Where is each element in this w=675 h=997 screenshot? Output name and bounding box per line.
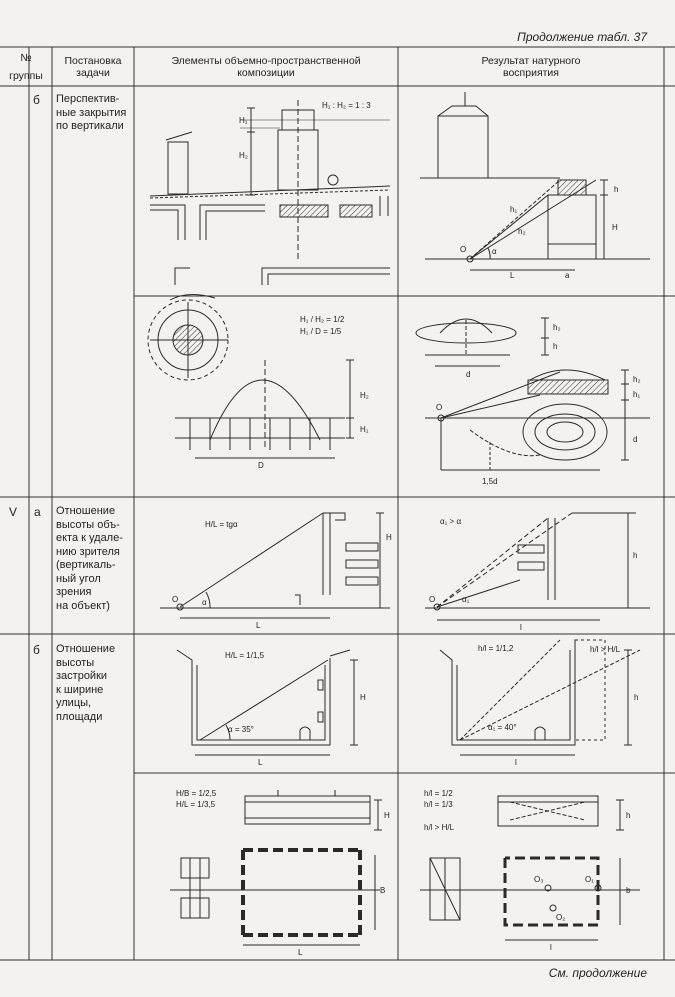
label: O₁ bbox=[585, 875, 594, 884]
label: h₂ bbox=[518, 227, 526, 236]
task-line: по вертикали bbox=[56, 120, 124, 132]
task-line: застройки bbox=[56, 670, 108, 682]
label: L bbox=[258, 758, 263, 767]
continuation-caption: Продолжение табл. 37 bbox=[517, 30, 647, 44]
label: H₁ / H₂ = 1/2 bbox=[300, 315, 345, 324]
label: O₂ bbox=[556, 913, 566, 922]
label: H₂ bbox=[360, 391, 369, 400]
label: O bbox=[429, 595, 436, 604]
header-result-line: Результат натурного bbox=[481, 55, 581, 67]
label: H bbox=[360, 693, 366, 702]
row-sub-letter: а bbox=[34, 505, 41, 519]
drawing-street-result bbox=[440, 640, 640, 755]
label: l bbox=[520, 623, 522, 632]
label: H/L = 1/1,5 bbox=[225, 651, 265, 660]
drawing-square-plan bbox=[170, 790, 382, 945]
task-line: ные закрытия bbox=[56, 106, 127, 119]
label: H₂ bbox=[239, 151, 248, 160]
label: D bbox=[258, 461, 264, 470]
label: L bbox=[256, 621, 261, 630]
label: h₂ bbox=[553, 323, 561, 332]
label: h/l > H/L bbox=[424, 823, 455, 832]
drawing-dome-result bbox=[416, 318, 650, 470]
label: h/l = 1/1,2 bbox=[478, 644, 514, 653]
task-line: высоты объ- bbox=[56, 518, 120, 531]
task-line: Отношение bbox=[56, 505, 116, 517]
label: h/l = 1/2 bbox=[424, 789, 453, 798]
label: d bbox=[466, 370, 471, 379]
label: l bbox=[515, 758, 517, 767]
row-sub-letter: б bbox=[33, 93, 40, 107]
drawing-perspective-closure-elevation bbox=[150, 100, 390, 285]
label: O bbox=[460, 245, 467, 254]
task-line: Отношение bbox=[56, 643, 116, 655]
header-task-line: задачи bbox=[76, 67, 110, 79]
task-line: екта к удале- bbox=[56, 532, 123, 544]
row-group-number: V bbox=[9, 505, 18, 519]
header-result-line: восприятия bbox=[503, 67, 559, 79]
label: L bbox=[510, 271, 515, 280]
label: b bbox=[626, 886, 631, 895]
header-elements-line: Элементы объемно-пространственной bbox=[171, 55, 361, 67]
label: 1,5d bbox=[482, 477, 498, 486]
task-line: улицы, bbox=[56, 697, 92, 709]
drawing-angle-result bbox=[425, 513, 650, 620]
label: h₂ bbox=[633, 375, 641, 384]
task-line: на объект) bbox=[56, 599, 110, 612]
label: H bbox=[386, 533, 392, 542]
label: H/L = 1/3,5 bbox=[176, 800, 216, 809]
label: h/l = 1/3 bbox=[424, 800, 453, 809]
label: h₁ bbox=[633, 390, 641, 399]
task-line: Перспектив- bbox=[56, 93, 120, 105]
label: H/L = tgα bbox=[205, 520, 238, 529]
task-line: площади bbox=[56, 710, 103, 723]
label: H₁ bbox=[360, 425, 369, 434]
drawing-perspective-closure-result bbox=[420, 92, 650, 270]
label: h₁ bbox=[510, 205, 518, 214]
label: H bbox=[384, 811, 390, 820]
label: l bbox=[550, 943, 552, 952]
label: O bbox=[436, 403, 443, 412]
task-line: (вертикаль- bbox=[56, 559, 116, 571]
label: H/B = 1/2,5 bbox=[176, 789, 217, 798]
drawing-angle-elevation bbox=[160, 513, 390, 618]
label: a bbox=[565, 271, 570, 280]
label: h bbox=[553, 342, 558, 351]
task-line: ный угол bbox=[56, 572, 101, 585]
header-elements-line: композиции bbox=[237, 67, 295, 79]
label: h bbox=[634, 693, 639, 702]
label: h bbox=[633, 551, 638, 560]
label: B bbox=[380, 886, 386, 895]
drawing-street-section bbox=[177, 650, 358, 755]
label: α = 35° bbox=[228, 725, 254, 734]
label: H₁ : H₂ = 1 : 3 bbox=[322, 101, 371, 110]
label: h/l > H/L bbox=[590, 645, 621, 654]
label: L bbox=[298, 948, 303, 957]
label: H bbox=[612, 223, 618, 232]
label: α₁ bbox=[462, 595, 470, 604]
footer-caption: См. продолжение bbox=[548, 966, 647, 980]
label: O₃ bbox=[534, 875, 544, 884]
label: α₁ > α bbox=[440, 517, 462, 526]
label: α₁ = 40° bbox=[488, 723, 517, 732]
header-group-word: группы bbox=[9, 70, 43, 82]
drawing-square-result bbox=[420, 796, 640, 940]
label: h bbox=[626, 811, 631, 820]
row-sub-letter: б bbox=[33, 643, 40, 657]
task-line: зрения bbox=[56, 586, 92, 598]
label: H₁ bbox=[239, 116, 248, 125]
label: h bbox=[614, 185, 619, 194]
label: α bbox=[492, 247, 497, 256]
task-line: нию зрителя bbox=[56, 545, 120, 558]
header-task-line: Постановка bbox=[64, 55, 122, 67]
label: d bbox=[633, 435, 638, 444]
label: H₁ / D = 1/5 bbox=[300, 327, 342, 336]
task-line: к ширине bbox=[56, 683, 104, 696]
header-group-no: № bbox=[20, 52, 32, 64]
task-line: высоты bbox=[56, 656, 95, 669]
label: α bbox=[202, 598, 207, 607]
label: O bbox=[172, 595, 179, 604]
